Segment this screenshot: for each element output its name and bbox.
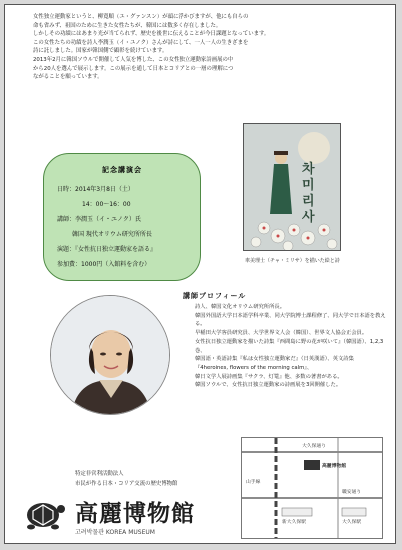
- intro-line: 詩に託しました。国家が韓国側で顕彰を続けています。: [33, 48, 168, 55]
- profile-heading: 講師プロフィール: [183, 292, 247, 300]
- book-caption: 車美理士（チャ・ミリサ）を描いた絵と詩: [245, 258, 340, 264]
- lecture-date: 日時：2014年3月8日（土）: [57, 186, 134, 193]
- map-label: 山手線: [246, 480, 261, 485]
- org-type: 特定非営利活動法人: [75, 471, 124, 477]
- lecture-speaker: 講師：李潤玉（イ・ユノク）氏: [57, 216, 141, 223]
- access-map-drawing: [242, 438, 383, 539]
- book-cover-title: 차미리사: [302, 162, 315, 225]
- museum-logo-turtle-icon: [21, 491, 65, 533]
- flyer-page: [4, 4, 396, 544]
- intro-line: しかしその功績にはあまり光が当てられず、歴史を後世に伝えることが今日課題となっています。: [33, 31, 270, 38]
- profile-line: 女性抗日独立運動家を描いた詩集『西間島に野の花が咲いて』（韓国語）、1,2,3巻、: [195, 338, 384, 354]
- map-label-museum: 高麗博物館: [322, 464, 346, 469]
- book-cover-illustration: [244, 124, 341, 251]
- profile-text: [195, 303, 391, 390]
- lecture-affiliation: 韓国 現代オリウム研究所所長: [72, 231, 152, 238]
- speaker-photo: [50, 295, 170, 415]
- profile-line: 韓国ソウルで、女性抗日独立運動家の詩画展を3回開催した。: [195, 382, 342, 389]
- speaker-portrait: [51, 296, 170, 415]
- profile-line: 早稲田大学客員研究員、大学世界文人会（韓国）、世界文人協会正会員。: [195, 330, 368, 337]
- lecture-fee: 参加費：1000円（入館料を含む）: [57, 261, 151, 268]
- intro-line: ながることを願っています。: [33, 74, 103, 81]
- map-label: 大久保通り: [302, 444, 326, 449]
- lecture-topic: 演題：『女性抗日独立運動家を語る』: [57, 246, 157, 253]
- map-label: 職安通り: [342, 490, 362, 495]
- profile-line: 詩人、韓国文化オリウム研究所所長。: [195, 304, 285, 310]
- org-tagline: 市民が作る日本・コリア交流の歴史博物館: [75, 481, 178, 487]
- museum-subtitle: 고려박물관 KOREA MUSEUM: [75, 529, 155, 536]
- intro-line: この女性たちの功績を詩人李潤玉（イ・ユノク）さんが詩にして、一人一人の生きざまを: [33, 39, 249, 46]
- profile-line: 韓日文学人展詩画集『サクラ、灯篭』他、多数の著書がある。: [195, 373, 343, 380]
- profile-line: 韓国外国語大学日本語学科卒業、同大学院博士課程修了、同大学で日本語を教える。: [195, 312, 386, 328]
- intro-line: 命も省みず、祖国のために生きた女性たちが、韓国には数多く存在しました。: [33, 22, 222, 29]
- access-map: [241, 437, 383, 539]
- profile-line: 韓国語・英語詩集『私は女性独立運動家だ』（日英漢語）、英文詩集: [195, 356, 354, 363]
- profile-line: 『4heroines, flowers of the morning calm』、: [195, 364, 313, 371]
- lecture-time: 14：00～16：00: [82, 201, 131, 208]
- map-label: 新大久保駅: [282, 520, 306, 525]
- intro-text: [33, 13, 373, 82]
- lecture-info-box: [43, 153, 201, 281]
- intro-line: 2013年2月に韓国ソウルで開催して人気を博した、この女性独立運動家詩画展の中: [33, 56, 234, 63]
- map-label: 大久保駅: [342, 520, 362, 525]
- intro-line: から20人を選んで展示します。この展示を通して日本とコリアとの一層の理解につ: [33, 65, 234, 72]
- intro-line: 女性独立運動家というと、柳寛順（ユ・グァンスン）が頭に浮かびますが、他にも自らの: [33, 14, 249, 20]
- book-cover-image: [243, 123, 341, 251]
- lecture-title: 記念講演会: [102, 166, 142, 174]
- museum-name: 高麗博物館: [75, 501, 195, 527]
